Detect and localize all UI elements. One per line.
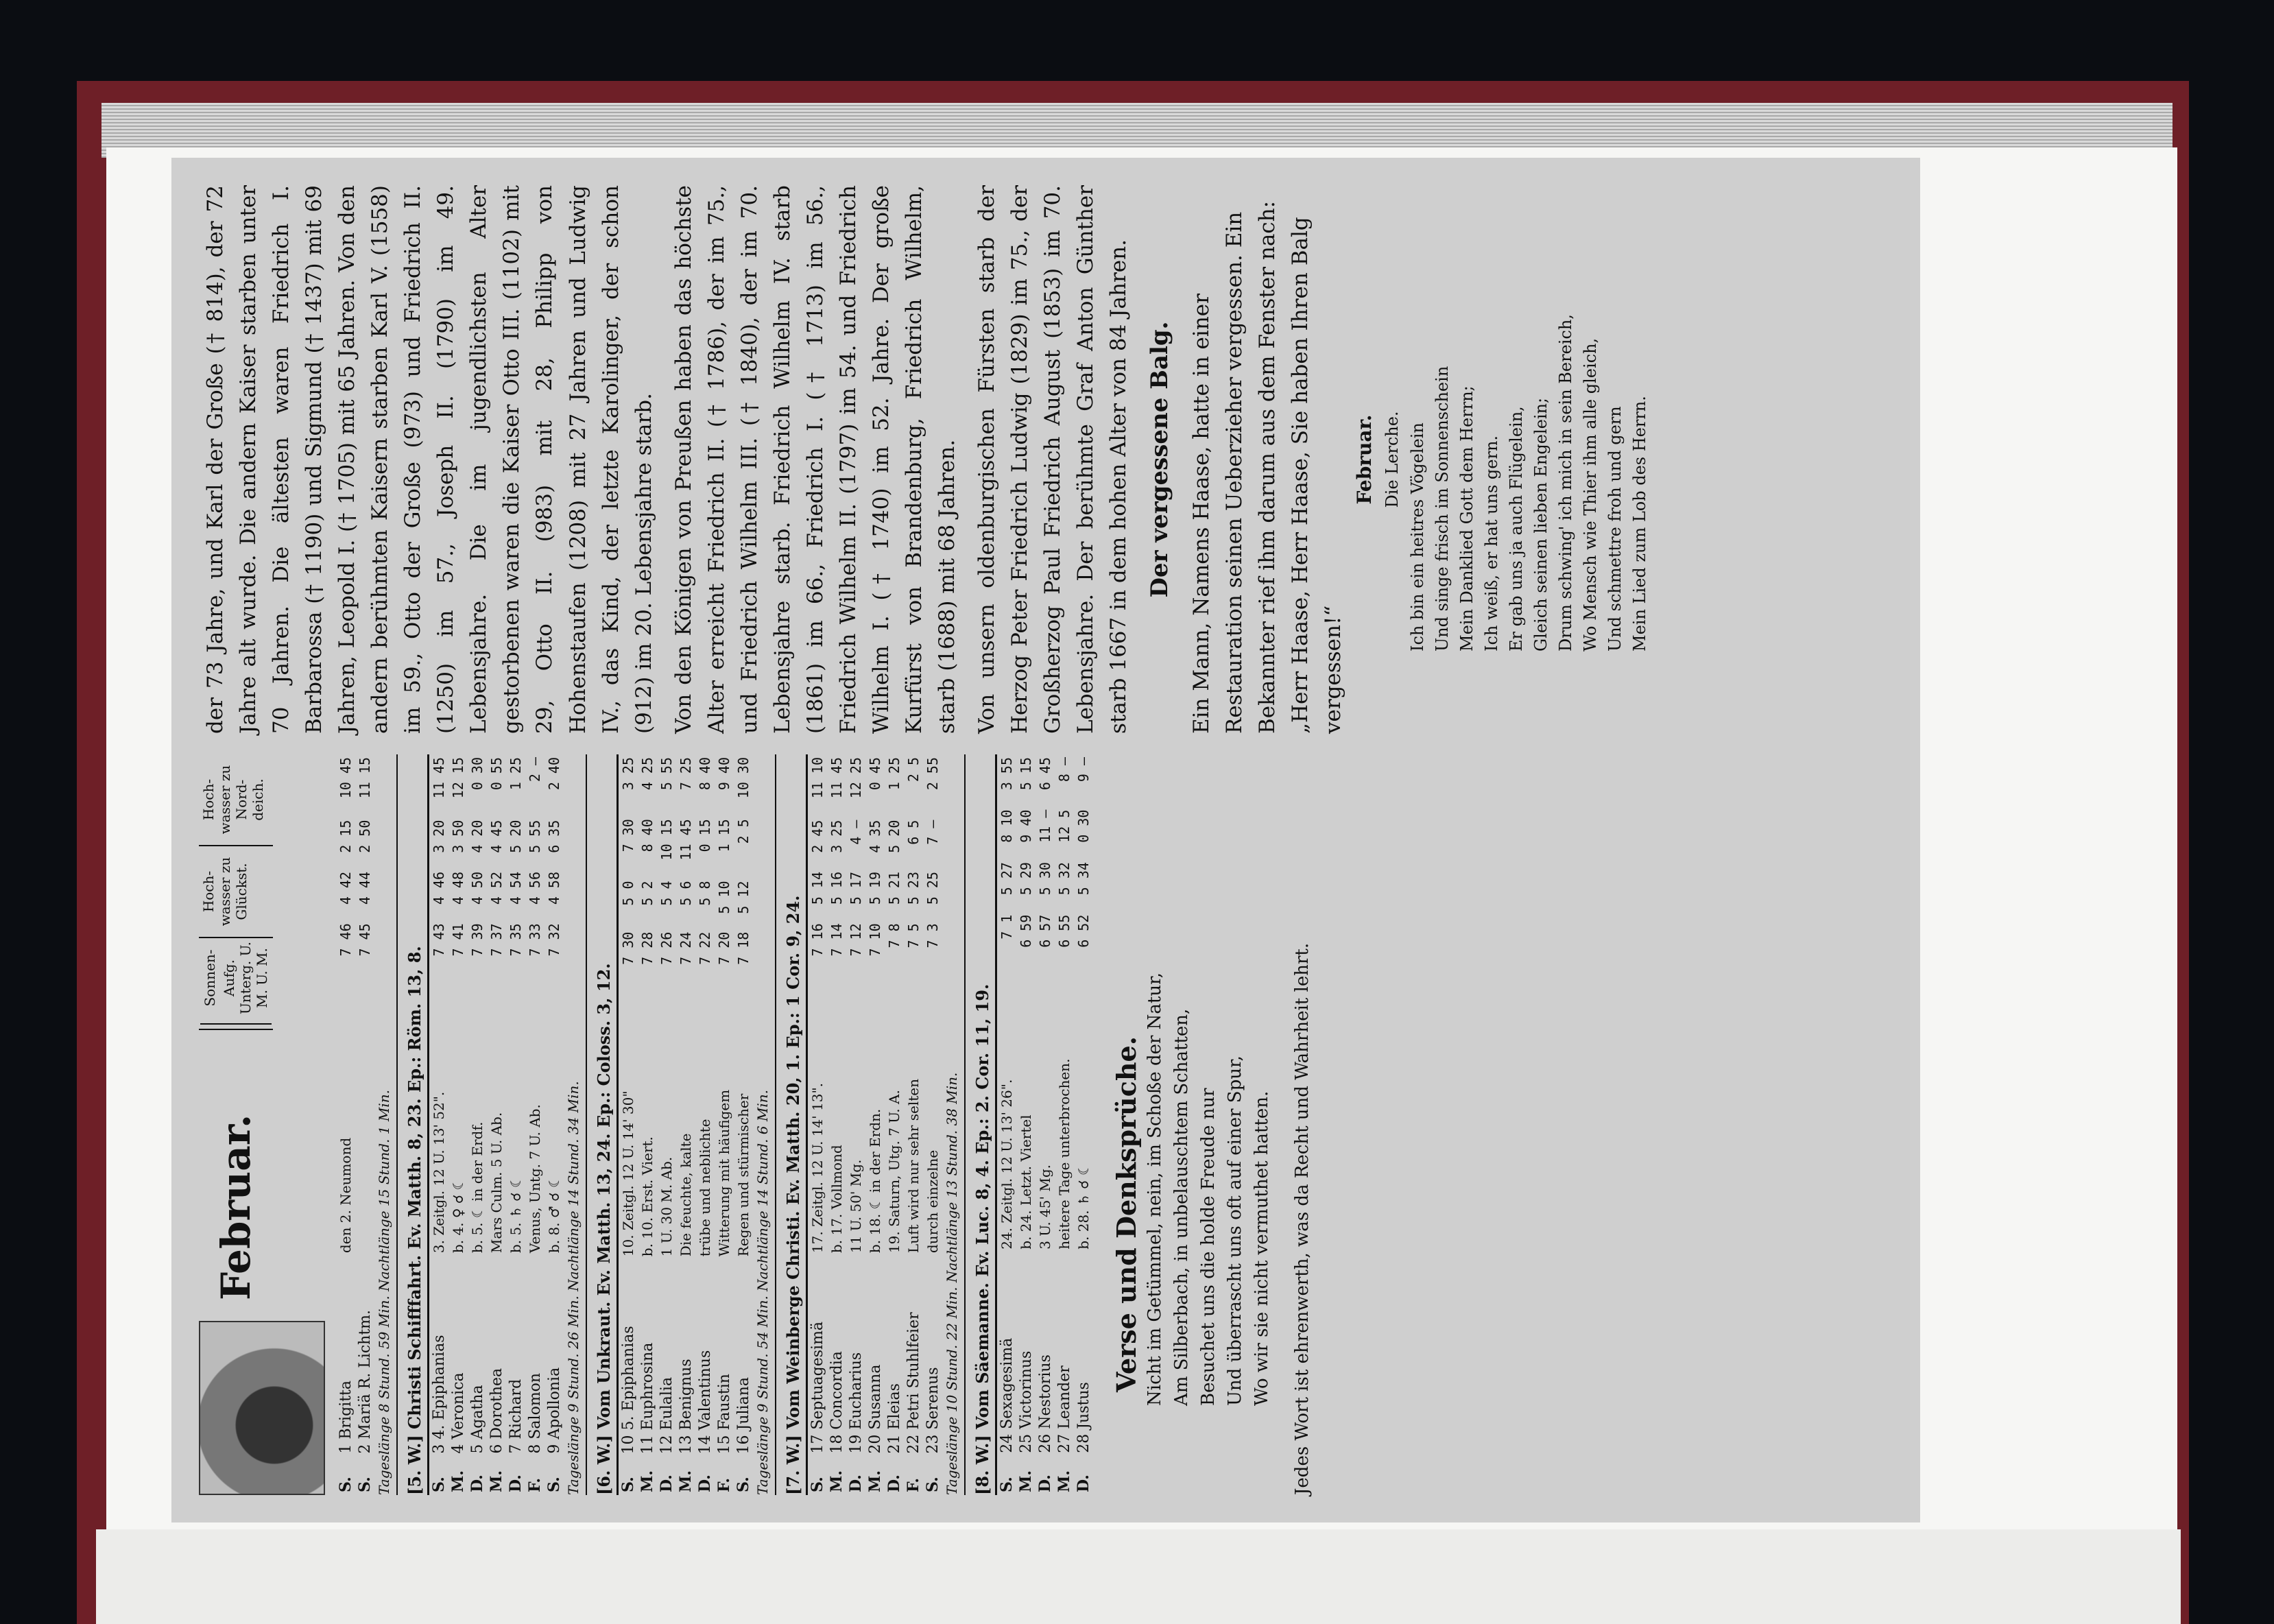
printed-almanac-page: [171, 158, 1920, 1522]
time-value: 5 4: [658, 881, 675, 906]
column-headers: [199, 754, 273, 1030]
time-value: 7 26: [658, 931, 675, 965]
poem-line: Drum schwing' ich mich in sein Bereich,: [1555, 314, 1575, 652]
day-row: [808, 754, 827, 1495]
time-value: 7 —: [924, 820, 941, 845]
time-value: 0 55: [488, 757, 505, 791]
day-name: 28 Justus: [1075, 1382, 1092, 1453]
day-row: [827, 754, 846, 1495]
day-name: 20 Susanna: [866, 1364, 884, 1454]
time-value: 4 25: [639, 757, 656, 791]
day-row: [638, 754, 657, 1495]
time-value: 7 8: [886, 923, 902, 948]
day-event: Regen und stürmischer: [735, 1093, 752, 1257]
time-value: 2 —: [527, 757, 543, 783]
time-value: 7 30: [620, 931, 636, 965]
time-value: 5 34: [1075, 862, 1092, 896]
time-value: 4 45: [488, 820, 505, 853]
day-event: Witterung mit häufigem: [716, 1089, 732, 1257]
time-value: 7 24: [678, 931, 694, 965]
poem-line: Wo Mensch wie Thier ihm alle gleich,: [1580, 337, 1600, 652]
week-days-table: [619, 754, 753, 1495]
time-value: 5 23: [905, 871, 922, 905]
day-row: [715, 754, 734, 1495]
poem-line: Und schmettre froh und gern: [1605, 406, 1625, 652]
day-row: [865, 754, 885, 1495]
time-value: 2 5: [905, 757, 922, 783]
time-value: 7 28: [639, 931, 656, 965]
day-row: [1036, 754, 1055, 1495]
weekday-letter: M.: [449, 1470, 467, 1492]
time-value: 3 25: [620, 757, 636, 791]
time-value: 7 45: [357, 923, 373, 957]
time-value: 7 5: [905, 923, 922, 948]
time-value: 2 45: [809, 820, 826, 853]
time-value: 7 16: [809, 923, 826, 957]
weekday-letter: M.: [638, 1470, 656, 1492]
day-length: Tageslänge 8 Stund. 59 Min. Nachtlänge 15 Stund. 1 Min.: [374, 754, 398, 1495]
time-value: 6 52: [1075, 914, 1092, 948]
time-value: 7 32: [546, 923, 562, 957]
time-value: 9 —: [1075, 757, 1092, 783]
time-value: 5 20: [886, 820, 902, 853]
time-value: 6 55: [1056, 914, 1073, 948]
weekday-letter: S.: [619, 1477, 637, 1492]
day-row: [997, 754, 1016, 1495]
poem-line: Mein Danklied Gott dem Herrn;: [1457, 385, 1476, 652]
day-event: Mars Culm. 5 U. Ab.: [488, 1112, 505, 1254]
weekday-letter: D.: [507, 1474, 525, 1492]
poem-line: Gleich seinen lieben Engelein;: [1531, 397, 1551, 652]
time-value: 5 27: [998, 862, 1015, 896]
day-name: 8 Salomon: [526, 1372, 544, 1454]
head-days-table: [336, 754, 374, 1495]
next-page: [96, 1529, 2181, 1624]
poem-line: Und singe frisch im Sonnenschein: [1432, 366, 1452, 652]
weekday-letter: M.: [677, 1470, 695, 1492]
verse-title: Verse und Denksprüche.: [1111, 1036, 1142, 1392]
time-value: 11 45: [431, 757, 447, 799]
day-event: b. 10. Erst. Viert.: [639, 1136, 656, 1257]
time-value: 7 41: [450, 923, 466, 957]
weekday-letter: F.: [905, 1477, 922, 1492]
time-value: 0 30: [469, 757, 486, 791]
day-row: [885, 754, 904, 1495]
weekday-letter: D.: [1075, 1474, 1092, 1492]
day-event: 1 U. 30 M. Ab.: [658, 1156, 675, 1257]
day-name: 13 Benignus: [677, 1359, 695, 1455]
day-name: 11 Euphrosina: [638, 1342, 656, 1455]
time-value: 6 5: [905, 820, 922, 845]
day-name: 18 Concordia: [828, 1351, 846, 1454]
day-row: [429, 754, 448, 1495]
weekday-letter: S.: [356, 1477, 374, 1492]
time-value: 5 20: [507, 820, 524, 853]
day-row: [676, 754, 695, 1495]
time-value: 11 10: [809, 757, 826, 799]
time-value: 11 15: [357, 757, 373, 799]
time-value: 12 15: [450, 757, 466, 799]
time-value: 6 45: [1037, 757, 1053, 791]
day-event: 19. Saturn, Utg. 7 U. A.: [886, 1090, 902, 1254]
day-event: den 2. Neumond: [337, 1137, 354, 1254]
day-name: 3 4. Epiphanias: [430, 1335, 448, 1454]
time-value: 8 —: [1056, 757, 1073, 783]
time-value: 4 56: [527, 871, 543, 905]
time-value: 3 55: [998, 757, 1015, 791]
day-event: Venus, Untg. 7 U. Ab.: [527, 1104, 543, 1254]
day-event: Luft wird nur sehr selten: [905, 1079, 922, 1254]
time-value: 4 —: [848, 820, 864, 845]
time-value: 5 55: [527, 820, 543, 853]
weekday-letter: D.: [1036, 1474, 1054, 1492]
time-value: 3 20: [431, 820, 447, 853]
history-text: [199, 185, 1135, 734]
text-column: [199, 185, 1652, 734]
time-value: 12 25: [848, 757, 864, 799]
week-block: [591, 754, 776, 1495]
day-event: 3 U. 45' Mg.: [1037, 1165, 1053, 1250]
week-block: [402, 754, 587, 1495]
day-name: 21 Eleias: [885, 1383, 903, 1454]
day-row: [487, 754, 506, 1495]
weekday-letter: M.: [488, 1470, 505, 1492]
day-name: 19 Eucharius: [847, 1352, 865, 1454]
day-event: b. 8. ♂ ☌ ☾: [546, 1175, 562, 1254]
week-heading: [7. W.] Vom Weinberge Christi. Ev. Matth. 20, 1. Ep.: 1 Cor. 9, 24.: [780, 754, 808, 1495]
weekday-letter: M.: [866, 1470, 884, 1492]
poem-line: Mein Lied zum Lob des Herrn.: [1629, 396, 1649, 652]
time-value: 11 45: [828, 757, 845, 799]
time-value: 5 19: [867, 871, 883, 905]
sun-label: Sonnen-: [200, 933, 219, 1025]
verse-line: Am Silberbach, in unbelauschtem Schatten,: [1171, 1008, 1192, 1406]
poem-line: Er gab uns ja auch Flügelein,: [1506, 406, 1526, 652]
time-value: 2 50: [357, 820, 373, 853]
poem-title: Die Lerche.: [1382, 411, 1402, 508]
weekday-letter: D.: [885, 1474, 903, 1492]
weekday-letter: M.: [1017, 1470, 1035, 1492]
weekday-letter: S.: [337, 1477, 355, 1492]
weekday-letter: F.: [715, 1477, 733, 1492]
day-length: Tageslänge 9 Stund. 54 Min. Nachtlänge 14 Stund. 6 Min.: [753, 754, 776, 1495]
time-value: 0 30: [1075, 809, 1092, 843]
day-name: 23 Serenus: [924, 1367, 942, 1454]
day-name: 10 5. Epiphanias: [619, 1326, 637, 1455]
day-event: 17. Zeitgl. 12 U. 14' 13".: [809, 1082, 826, 1254]
time-value: 5 6: [678, 881, 694, 906]
week-heading: [8. W.] Vom Säemanne. Ev. Luc. 8, 4. Ep.: 2. Cor. 11, 19.: [970, 754, 997, 1495]
week-block: [970, 754, 1093, 1495]
time-value: 7 46: [337, 923, 354, 957]
day-name: 22 Petri Stuhlfeier: [905, 1312, 922, 1454]
day-event: 3. Zeitgl. 12 U. 13' 52".: [431, 1091, 447, 1254]
day-event: b. 5. ♄ ☌ ☾: [507, 1175, 524, 1254]
weekday-letter: M.: [828, 1470, 846, 1492]
day-event: b. 18. ☾ in der Erdn.: [867, 1108, 883, 1254]
time-value: 7 35: [507, 923, 524, 957]
time-value: 4 48: [450, 871, 466, 905]
time-value: 5 32: [1056, 862, 1073, 896]
time-value: 9 40: [1018, 809, 1034, 843]
time-value: 7 39: [469, 923, 486, 957]
calendar-header: [199, 754, 336, 1495]
weeks-container: [402, 754, 1093, 1495]
poem-line: Ich bin ein heitres Vögelein: [1407, 422, 1427, 652]
text-paragraph: Von unsern oldenburgischen Fürsten starb der Herzog Peter Friedrich Ludwig (1829) im 75., der Großherzog Paul Friedrich August (1853) im 70. Lebensjahre. Der berühmte Graf Anton Günther starb 1667 in dem hohen Alter von 84 Jahren.: [974, 185, 1132, 734]
day-name: 15 Faustin: [715, 1374, 733, 1455]
week-heading: [5. W.] Christi Schifffahrt. Ev. Matth. 8, 23. Ep.: Röm. 13, 8.: [402, 754, 429, 1495]
day-event: b. 24. Letzt. Viertel: [1018, 1114, 1034, 1250]
time-value: 2 5: [735, 819, 752, 844]
calendar-column: [199, 754, 1313, 1495]
time-value: 12 5: [1056, 809, 1073, 843]
day-name: 25 Victorinus: [1017, 1350, 1035, 1453]
day-event: 11 U. 50' Mg.: [848, 1159, 864, 1254]
time-value: 4 42: [337, 871, 354, 905]
time-value: 7 37: [488, 923, 505, 957]
day-length: Tageslänge 10 Stund. 22 Min. Nachtlänge 13 Stund. 38 Min.: [942, 754, 966, 1495]
day-row: [525, 754, 544, 1495]
motto: Jedes Wort ist ehrenwerth, was da Recht und Wahrheit lehrt.: [1292, 942, 1313, 1495]
day-event: b. 28. ♄ ☌ ☾: [1075, 1163, 1092, 1250]
almanac-rotated-content: [171, 158, 1920, 1522]
time-value: 6 59: [1018, 914, 1034, 948]
weekday-letter: D.: [468, 1474, 486, 1492]
verse-line: Besuchet uns die holde Freude nur: [1198, 1088, 1219, 1406]
time-value: 1 25: [507, 757, 524, 791]
weekday-letter: S.: [924, 1477, 942, 1492]
verse-line: Wo wir sie nicht vermuthet hatten.: [1252, 1090, 1272, 1406]
time-value: 7 10: [867, 923, 883, 957]
day-name: 14 Valentinus: [696, 1350, 714, 1455]
time-value: 7 22: [697, 931, 713, 965]
day-length: Tageslänge 9 Stund. 26 Min. Nachtlänge 14 Stund. 34 Min.: [564, 754, 587, 1495]
day-event: [355, 972, 374, 1256]
week-block: [780, 754, 966, 1495]
text-paragraph: der 73 Jahre, und Karl der Große († 814), der 72 Jahre alt wurde. Die andern Kaiser starben unter 70 Jahren. Die ältesten waren Friedrich I. Barbarossa († 1190) und Sigmund († 1437) mit 69 Jahren, Leopold I. († 1705) mit 65 Jahren. Von den andern berühmten Kaisern starben Karl V. (1558) im 59., Otto der Große (973) und Friedrich II. (1250) im 57., Joseph II. (1790) im 49. Lebensjahre. Die im jugendlichsten Alter gestorbenen waren die Kaiser Otto III. (1102) mit 29, Otto II. (983) mit 28, Philipp von Hohenstaufen (1208) mit 27 Jahren und Ludwig IV., das Kind, der letzte Karolinger, der schon (912) im 20. Lebensjahre starb.: [203, 185, 656, 734]
time-value: 7 25: [678, 757, 694, 791]
time-value: 4 20: [469, 820, 486, 853]
day-row: [1055, 754, 1074, 1495]
weekday-letter: S.: [998, 1477, 1016, 1492]
woodcut-illustration: [199, 1321, 325, 1495]
day-row: [448, 754, 468, 1495]
weekday-letter: S.: [545, 1477, 563, 1492]
time-value: 8 40: [639, 819, 656, 852]
time-value: 5 16: [828, 871, 845, 905]
day-row: [355, 754, 374, 1495]
poem-line: Ich weiß, er hat uns gern.: [1481, 435, 1501, 652]
time-value: 1 25: [886, 757, 902, 791]
time-value: 6 35: [546, 820, 562, 853]
time-value: 4 35: [867, 820, 883, 853]
time-value: 7 3: [924, 923, 941, 948]
day-row: [657, 754, 676, 1495]
time-value: 2 55: [924, 757, 941, 791]
time-value: 5 15: [1018, 757, 1034, 791]
time-value: 5 21: [886, 871, 902, 905]
weekday-letter: D.: [658, 1474, 675, 1492]
time-value: 5 29: [1018, 862, 1034, 896]
weekday-letter: M.: [1055, 1470, 1073, 1492]
day-row: [1016, 754, 1036, 1495]
sun-sublabel: Aufg. Unterg. U. M. U. M.: [219, 933, 272, 1025]
time-value: 5 55: [658, 757, 675, 791]
time-value: 5 12: [735, 881, 752, 914]
highwater-norddeich-header: Hoch-wasser zu Nord-deich.: [199, 754, 273, 846]
day-event: 24. Zeitgl. 12 U. 13' 26".: [998, 1079, 1015, 1250]
weekday-letter: D.: [696, 1474, 714, 1492]
week-heading: [6. W.] Vom Unkraut. Ev. Matth. 13, 24. Ep.: Coloss. 3, 12.: [591, 754, 619, 1495]
day-row: [619, 754, 638, 1495]
time-value: 10 30: [735, 757, 752, 799]
verse-line: Nicht im Getümmel, nein, im Schoße der Natur,: [1145, 972, 1165, 1406]
day-event: b. 5. ☾ in der Erdf.: [469, 1121, 486, 1254]
day-name: 2 Mariä R. Lichtm.: [356, 1309, 374, 1454]
poem-heading: Februar.: [1353, 414, 1376, 505]
day-name: 7 Richard: [507, 1378, 525, 1454]
day-row: [468, 754, 487, 1495]
time-value: 0 15: [697, 819, 713, 852]
time-value: 2 15: [337, 820, 354, 853]
day-name: 1 Brigitta: [337, 1381, 355, 1454]
time-value: 7 12: [848, 923, 864, 957]
time-value: 10 15: [658, 819, 675, 861]
verse-line: Und überrascht uns oft auf einer Spur,: [1225, 1055, 1245, 1406]
time-value: 7 20: [716, 931, 732, 965]
weekday-letter: S.: [734, 1477, 752, 1492]
time-value: 11 45: [678, 819, 694, 861]
time-value: 1 15: [716, 819, 732, 852]
time-value: 5 2: [639, 881, 656, 906]
week-days-table: [997, 754, 1093, 1495]
time-value: 3 25: [828, 820, 845, 853]
time-value: 6 57: [1037, 914, 1053, 948]
time-value: 7 33: [527, 923, 543, 957]
day-name: 6 Dorothea: [488, 1368, 505, 1454]
day-row: [695, 754, 715, 1495]
day-name: 12 Eulalia: [658, 1376, 675, 1455]
day-event: durch einzelne: [924, 1149, 941, 1254]
time-value: 7 14: [828, 923, 845, 957]
weekday-letter: S.: [430, 1477, 448, 1492]
weekday-letter: F.: [526, 1477, 544, 1492]
time-value: 8 40: [697, 757, 713, 791]
day-row: [904, 754, 923, 1495]
time-value: 4 54: [507, 871, 524, 905]
time-value: 3 50: [450, 820, 466, 853]
day-row: [1074, 754, 1093, 1495]
weekday-letter: D.: [847, 1474, 865, 1492]
time-value: 5 17: [848, 871, 864, 905]
time-value: 7 30: [620, 819, 636, 852]
day-row: [336, 754, 355, 1495]
day-row: [846, 754, 865, 1495]
story-title: Der vergessene Balg.: [1146, 321, 1174, 598]
day-name: 9 Apollonia: [545, 1367, 563, 1454]
poem-lines: [1405, 185, 1652, 652]
month-title: Februar.: [213, 1114, 259, 1300]
time-value: 5 30: [1037, 862, 1053, 896]
day-event: b. 17. Vollmond: [828, 1145, 845, 1254]
day-row: [923, 754, 942, 1495]
day-row: [506, 754, 525, 1495]
text-paragraph: Von den Königen von Preußen haben das höchste Alter erreicht Friedrich II. († 1786), der im 75., und Friedrich Wilhelm III. († 1840), der im 70. Lebensjahre starb. Friedrich Wilhelm IV. starb (1861) im 66., Friedrich I. († 1713) im 56., Friedrich Wilhelm II. (1797) im 54. und Friedrich Wilhelm I. († 1740) im 52. Jahre. Der große Kurfürst von Brandenburg, Friedrich Wilhelm, starb (1688) mit 68 Jahren.: [671, 185, 960, 734]
time-value: 4 52: [488, 871, 505, 905]
day-name: 24 Sexagesimä: [998, 1337, 1016, 1453]
day-event: b. 4. ♀ ☌ ☾: [450, 1178, 466, 1254]
day-name: 17 Septuagesimä: [809, 1321, 826, 1454]
day-event: heitere Tage unterbrochen.: [1056, 1058, 1073, 1250]
day-event: Die feuchte, kalte: [678, 1133, 694, 1257]
day-event: 10. Zeitgl. 12 U. 14' 30": [620, 1090, 636, 1257]
week-days-table: [429, 754, 564, 1495]
time-value: 5 14: [809, 871, 826, 905]
verse-lines: [1142, 754, 1276, 1406]
day-name: 26 Nestorius: [1036, 1354, 1054, 1453]
day-row: [544, 754, 564, 1495]
time-value: 5 0: [620, 881, 636, 906]
time-value: 5 8: [697, 881, 713, 906]
day-name: 27 Leander: [1055, 1365, 1073, 1453]
highwater-glueckstadt-header: Hoch-wasser zu Glückst.: [199, 846, 273, 938]
day-name: 5 Agatha: [468, 1385, 486, 1454]
time-value: 7 43: [431, 923, 447, 957]
time-value: 7 1: [998, 914, 1015, 940]
time-value: 9 40: [716, 757, 732, 791]
story-text: Ein Mann, Namens Haase, hatte in einer Restauration seinen Ueberzieher vergessen. Ein Bekannter rief ihm darum aus dem Fenster nach: „Herr Haase, Herr Haase, Sie haben Ihren Balg vergessen!“: [1189, 200, 1346, 734]
day-name: 16 Juliana: [734, 1377, 752, 1455]
week-days-table: [808, 754, 942, 1495]
time-value: 10 45: [337, 757, 354, 799]
time-value: 7 18: [735, 931, 752, 965]
time-value: 11 —: [1037, 809, 1053, 843]
weekday-letter: S.: [809, 1477, 826, 1492]
time-value: 5 25: [924, 871, 941, 905]
time-value: 8 10: [998, 809, 1015, 843]
time-value: 4 44: [357, 871, 373, 905]
day-name: 4 Veronica: [449, 1372, 467, 1454]
time-value: 4 58: [546, 871, 562, 905]
day-event: trübe und neblichte: [697, 1119, 713, 1257]
time-value: 5 10: [716, 881, 732, 914]
time-value: 4 50: [469, 871, 486, 905]
day-row: [734, 754, 753, 1495]
time-value: 0 45: [867, 757, 883, 791]
sun-column-header: [199, 938, 273, 1030]
time-value: 2 40: [546, 757, 562, 791]
time-value: 4 46: [431, 871, 447, 905]
